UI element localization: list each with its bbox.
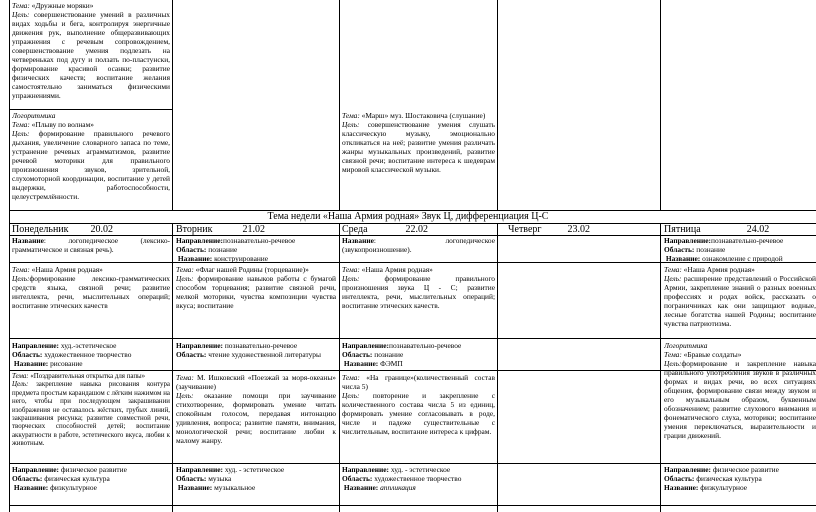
- label: Название: [12, 236, 44, 245]
- goal-label: Цель:: [12, 381, 29, 389]
- goal-label: Цель:: [664, 274, 682, 283]
- goal-label: Цель:: [342, 274, 360, 283]
- label: Область:: [342, 474, 373, 483]
- value: аппликация: [378, 483, 416, 492]
- label: Направление:: [176, 236, 223, 245]
- grid-line: [172, 0, 173, 210]
- mon-row5-cell: [12, 465, 170, 505]
- value: познание: [694, 245, 726, 254]
- grid-line: [660, 0, 661, 210]
- value: физкультурное: [48, 483, 97, 492]
- day-header-monday: [12, 224, 113, 236]
- goal-text: формирование навыков работы с бумагой способом торцевания; развитие связной речи, мелкой моторики, чувства композиции чувства вкуса; воспитание: [176, 274, 336, 310]
- day-name: Пятница: [664, 224, 701, 235]
- wed-row5-cell: [342, 465, 495, 505]
- label: Область:: [12, 474, 43, 483]
- label: Область:: [176, 474, 207, 483]
- theme-label: Тема:: [342, 111, 360, 120]
- goal-text: формирование лексико-грамматических средств языка, связной речи; развитие интеллекта, речи, мыслительных операций; воспитание этических качеств: [12, 274, 170, 310]
- theme-text: М. Ишковский «Поезжай за моря-океаны» (заучивание): [176, 373, 336, 391]
- goal-label: Цель:: [176, 391, 194, 400]
- value: художественное творчество: [372, 474, 462, 483]
- grid-line: [9, 505, 816, 506]
- top-left-cell-2: [12, 111, 170, 209]
- wed-row3-cell: [342, 341, 495, 370]
- label: Название:: [664, 483, 699, 492]
- label: Область:: [176, 245, 207, 254]
- theme-label: Тема:: [12, 120, 30, 129]
- theme-text: «Наша Армия родная»: [359, 265, 433, 274]
- theme-text: «Наша Армия родная»: [681, 265, 755, 274]
- value: познавательно-речевое: [389, 341, 462, 350]
- wed-row2-cell: [342, 265, 495, 337]
- day-header-wednesday: [342, 224, 428, 236]
- goal-text: оказание помощи при заучивание стихотворение, формировать умение читать спокойным голосом, передавая интонацию удивления, вопроса; развитие памяти, внимания, монологической речи; воспитание любви к малому жанру.: [176, 391, 336, 445]
- value: познавательно-речевое: [223, 236, 296, 245]
- theme-label: Тема:: [342, 265, 360, 274]
- tue-row3-cell: [176, 341, 336, 370]
- label: Направление:: [12, 341, 59, 350]
- grid-line: [660, 223, 661, 512]
- value: конструирование: [212, 254, 269, 262]
- value: физическая культура: [42, 474, 110, 483]
- day-name: Четверг: [508, 224, 542, 235]
- top-left-cell-1: [12, 1, 170, 108]
- tue-row2-cell: [176, 265, 336, 337]
- value: рисование: [48, 359, 83, 368]
- theme-label: Тема:: [12, 373, 29, 380]
- goal-text: совершенствование умения слушать классическую музыку, эмоционально откликаться на неё; развитие умения различать жанры музыкальных произведений, развитие связной речи; воспитание интереса к шедеврам мировой классической музыки.: [342, 120, 495, 174]
- tue-row5-cell: [176, 465, 336, 505]
- label: Область:: [176, 350, 207, 359]
- wed-row4-cell: [342, 373, 495, 463]
- value: худ. - эстетическое: [223, 465, 285, 474]
- grid-line: [339, 0, 340, 210]
- grid-line: [339, 223, 340, 512]
- day-header-tuesday: [176, 224, 265, 236]
- theme-text: «Марш» муз. Шостаковича (слушание): [359, 111, 486, 120]
- goal-label: Цель:: [664, 359, 682, 368]
- theme-text: «Плыву по волнам»: [29, 120, 94, 129]
- goal-text: формирование правильного речевого дыхания, увеличение словарного запаса по теме, устранение речевых аграмматизмов, развитие речевой моторики для правильного произношения звуков, зрительной, слухомоторной координации, воспитание у детей выдержки, работоспособности, целеустремлённости.: [12, 129, 170, 201]
- theme-label: Тема:: [664, 265, 682, 274]
- mon-row1-cell: [12, 236, 170, 262]
- tue-row4-cell: [176, 373, 336, 463]
- value: познавательно-речевое: [223, 341, 298, 350]
- theme-text: «Бравые солдаты»: [681, 350, 742, 359]
- label: Направление:: [664, 465, 711, 474]
- day-date: 24.02: [746, 224, 770, 235]
- day-header-thursday: [508, 224, 590, 236]
- theme-label: Тема:: [12, 265, 30, 274]
- goal-text: формирование правильного произношения звука Ц - С; развитие интеллекта, речи, мыслительных операций; воспитание этических качеств.: [342, 274, 495, 310]
- grid-line: [172, 223, 173, 512]
- value: физическое развитие: [59, 465, 127, 474]
- label: Область:: [12, 350, 43, 359]
- goal-text: закрепление навыка рисования контура предмета простым карандашом с лёгким нажимом на него, чтобы при последующем закрашивании изображения не оставалось жёстких, грубых линий, закрашивания рисунка; развитие совместной речи, творческих способностей детей; воспитание аккуратности в работе, эстетического вкуса, любви к животным.: [12, 381, 170, 448]
- day-date: 22.02: [405, 224, 429, 235]
- label: Направление:: [176, 341, 223, 350]
- goal-label: Цель:: [12, 274, 30, 283]
- theme-label: Тема:: [176, 265, 194, 274]
- fri-row1-cell: [664, 236, 816, 262]
- fri-row3-cell: [664, 341, 816, 462]
- value: ФЭМП: [378, 359, 403, 368]
- grid-line: [9, 109, 172, 110]
- goal-label: Цель:: [12, 10, 30, 19]
- value: музыка: [206, 474, 232, 483]
- theme-label: Тема:: [664, 350, 682, 359]
- label: Название:: [177, 254, 213, 262]
- goal-text: формирование и закрепление навыка правильного употребления звуков в различных формах и видах речи, во всех ситуациях общения, формирование связи между звуком и его музыкальным образом, буквенным обозначением; развитие слухового внимания и фонематического слуха, моторики; воспитание умения переключаться, выразительности и грации движений.: [664, 359, 816, 440]
- theme-text: «Наша Армия родная»: [29, 265, 103, 274]
- day-date: 23.02: [567, 224, 591, 235]
- grid-line: [497, 223, 498, 512]
- value: физическое развитие: [711, 465, 779, 474]
- day-header-friday: [664, 224, 769, 236]
- theme-text: «Поздравительная открытка для папы»: [28, 373, 146, 380]
- label: Название:: [177, 483, 213, 492]
- label: Название:: [665, 254, 701, 262]
- section-label: Логоритмика: [12, 111, 56, 120]
- theme-label: Тема:: [12, 1, 30, 10]
- label: Направление:: [342, 465, 389, 474]
- label: Область:: [664, 245, 695, 254]
- label: Название:: [343, 483, 379, 492]
- goal-label: Цель:: [176, 274, 194, 283]
- label: Область:: [664, 474, 695, 483]
- goal-text: повторение и закрепление с количественного состава числа 5 из единиц, формировать умение согласовывать в роде, числе и падеже существительные с числительным, воспитание интереса к цифрам.: [342, 391, 495, 436]
- fri-row5-cell: [664, 465, 816, 505]
- label: Название: [342, 236, 374, 245]
- grid-line: [9, 463, 816, 464]
- label: Название:: [13, 483, 49, 492]
- value: познавательно-речевое: [711, 236, 784, 245]
- goal-text: расширение представлений о Российской Армии, закрепление знаний о разных военных профессиях и родах войск, рассказать о пограничниках как они защищают водные, лесные богатства нашей Родины; воспитание чувства патриотизма.: [664, 274, 816, 328]
- value: : логопедическое (звукопроизношение).: [342, 236, 495, 254]
- value: чтение художественной литературы: [206, 350, 321, 359]
- day-name: Вторник: [176, 224, 213, 235]
- value: художественное творчество: [42, 350, 132, 359]
- value: познание: [206, 245, 238, 254]
- theme-text: «На границе»(количественный состав числа 5): [342, 373, 495, 391]
- fri-row2-cell: [664, 265, 816, 337]
- day-name: Понедельник: [12, 224, 69, 235]
- goal-label: Цель:: [342, 120, 360, 129]
- value: худ.-эстетическое: [59, 341, 117, 350]
- label: Направление:: [342, 341, 389, 350]
- day-name: Среда: [342, 224, 368, 235]
- value: ознакомление с природой: [700, 254, 783, 262]
- goal-text: совершенствование умений в различных видах ходьбы и бега, контролируя энергичные движения рук, выполнение общеразвивающих упражнения с речевым сопровождением, совершенствование умения подлезать на четвереньках под дугу и ползать по-пластунски, формирование красивой осанки; развитие физических качеств; воспитание желания самостоятельно заниматься физическими упражнениями.: [12, 10, 170, 100]
- value: физкультурное: [698, 483, 748, 492]
- theme-label: Тема:: [342, 373, 360, 382]
- label: Направление:: [176, 465, 223, 474]
- section-label: Логоритмика: [664, 341, 708, 350]
- theme-label: Тема:: [176, 373, 194, 382]
- label: Название:: [13, 359, 49, 368]
- grid-line: [9, 0, 10, 512]
- goal-label: Цель:: [342, 391, 360, 400]
- goal-label: Цель:: [12, 129, 30, 138]
- mon-row2-cell: [12, 265, 170, 337]
- tue-row1-cell: [176, 236, 338, 262]
- theme-text: «Дружные моряки»: [29, 1, 94, 10]
- theme-text: «Флаг нашей Родины (торцевание)»: [193, 265, 309, 274]
- mon-row4-cell: [12, 373, 170, 463]
- day-date: 20.02: [90, 224, 114, 235]
- value: : логопедическое (лексико-грамматическое и связная речь).: [12, 236, 170, 254]
- week-title: Тема недели «Наша Армия родная» Звук Ц, дифференциация Ц-С: [267, 211, 549, 222]
- label: Название:: [343, 359, 379, 368]
- day-date: 21.02: [242, 224, 265, 235]
- wed-row1-cell: [342, 236, 495, 262]
- label: Направление:: [664, 236, 711, 245]
- value: худ. - эстетическое: [389, 465, 451, 474]
- value: познание: [372, 350, 404, 359]
- grid-line: [9, 338, 816, 339]
- label: Направление:: [12, 465, 59, 474]
- mon-row3-cell: [12, 341, 170, 370]
- top-middle-cell: [342, 111, 495, 209]
- value: музыкальное: [212, 483, 256, 492]
- grid-line: [497, 0, 498, 210]
- value: физическая культура: [694, 474, 762, 483]
- label: Область:: [342, 350, 373, 359]
- grid-line: [9, 262, 816, 263]
